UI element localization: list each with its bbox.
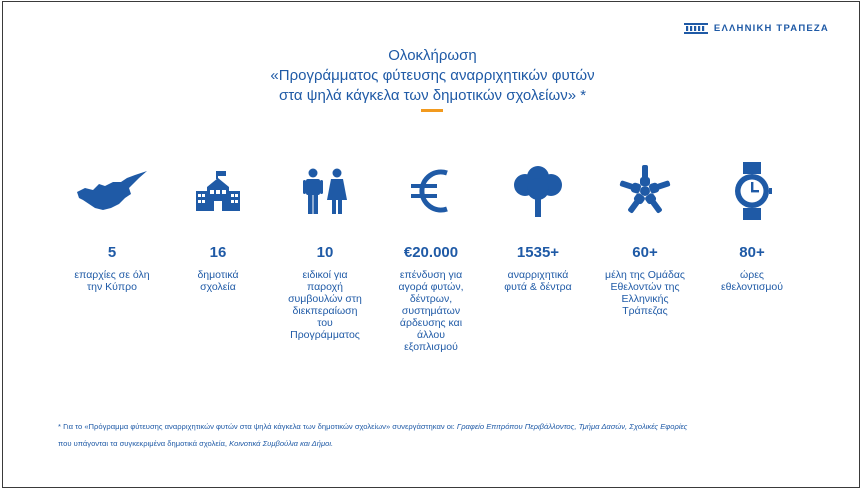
page-title [0,46,865,106]
stat-label: επαρχίες σε όλη την Κύπρο [74,269,150,293]
footnote-text-1: * Για το «Πρόγραμμα φύτευσης αναρριχητικών φυτών στα ψηλά κάγκελα των δημοτικών σχολείων» συνεργάστηκαν οι: [58,422,457,431]
stat-value: 60+ [632,244,658,261]
title-line-1: Ολοκλήρωση [388,47,477,64]
euro-icon [411,166,451,216]
stat-provinces [57,160,167,293]
footnote-text-2: που υπάγονται τα συγκεκριμένα δημοτικά σχολεία, [58,439,230,448]
people-icon [301,168,349,214]
footnote-partners-1: Γραφείο Επιτρόπου Περιβάλλοντος, Τμήμα Δασών, Σχολικές Εφορίες [456,422,688,431]
watch-icon [732,162,772,220]
stat-value: 1535+ [516,244,560,261]
stat-value: €20.000 [403,244,459,261]
stat-volunteers [590,160,700,317]
tree-icon [511,165,565,217]
stat-label: επένδυση για αγορά φυτών, δέντρων, συστημάτων άρδευσης και άλλου εξοπλισμού [398,269,464,353]
title-accent-bar [421,109,443,112]
volunteer-hands-icon [617,164,673,218]
bank-logo-icon [684,22,708,34]
title-line-3: στα ψηλά κάγκελα των δημοτικών σχολείων» * [278,87,587,104]
stat-label: ώρες εθελοντισμού [721,269,783,293]
stat-value: 10 [316,244,334,261]
brand-logo [684,22,829,34]
stat-value: 16 [209,244,227,261]
title-line-2: «Προγράμματος φύτευσης αναρριχητικών φυτών [270,67,595,84]
stat-label: αναρριχητικά φυτά & δέντρα [504,269,572,293]
stat-value: 80+ [739,244,765,261]
stat-value: 5 [107,244,117,261]
stat-experts [270,160,380,341]
stat-label: δημοτικά σχολεία [197,269,239,293]
stat-plants [483,160,593,293]
stat-schools [163,160,273,293]
footnote [58,418,818,452]
stat-label: ειδικοί για παροχή συμβουλών στη διεκπεραίωση του Προγράμματος [288,269,362,341]
footnote-partners-2: Κοινοτικά Συμβούλια και Δήμοι. [229,439,334,448]
cyprus-map-icon [75,170,149,212]
brand-name: ΕΛΛΗΝΙΚΗ ΤΡΑΠΕΖΑ [713,22,829,34]
stat-investment [376,160,486,353]
school-building-icon [195,171,241,211]
stat-hours [697,160,807,293]
stat-label: μέλη της Ομάδας Εθελοντών της Ελληνικής Τράπεζας [605,269,685,317]
